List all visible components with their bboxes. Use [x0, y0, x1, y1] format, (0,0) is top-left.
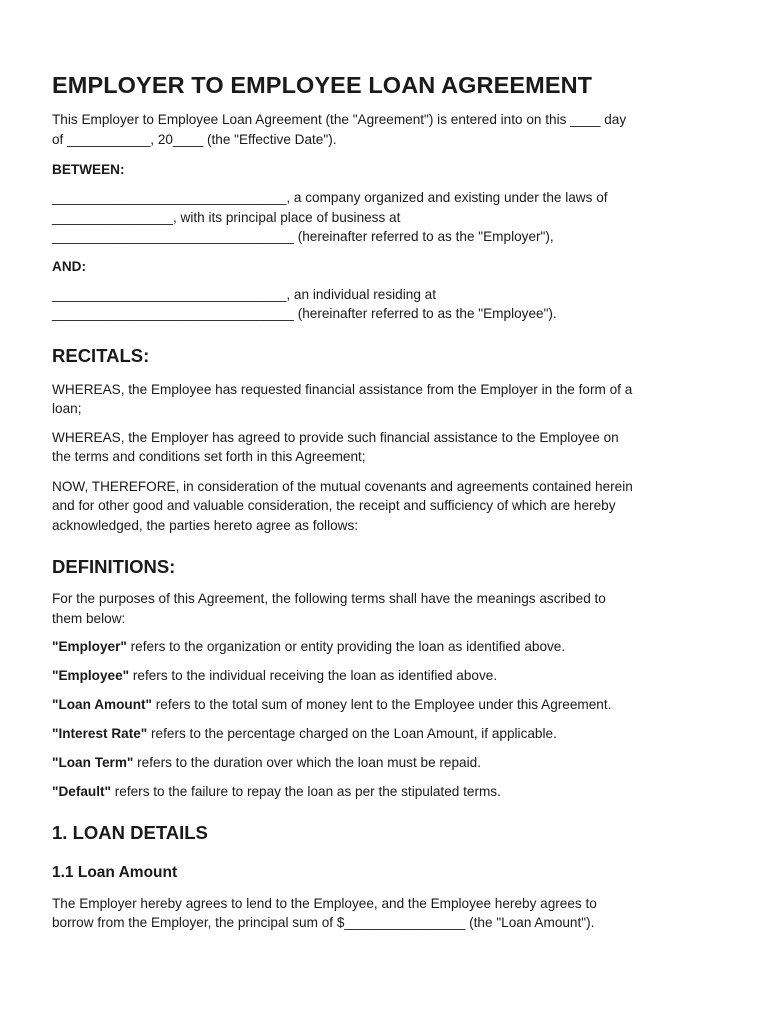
between-label: BETWEEN: [52, 162, 125, 177]
loan-amount-line-2: borrow from the Employer, the principal sum of $________________ (the "Loan Amount"). [52, 915, 595, 930]
employee-party-line-1: _______________________________, an individual residing at [52, 286, 436, 302]
recital-3-line-3: acknowledged, the parties hereto agree as follows: [52, 517, 359, 533]
definition-text: refers to the individual receiving the loan as identified above. [129, 668, 498, 683]
definition-term: "Employer" [52, 639, 127, 654]
definition-text: refers to the total sum of money lent to the Employee under this Agreement. [151, 697, 612, 712]
definitions-intro [52, 589, 722, 628]
definition-item [52, 695, 722, 715]
recital-3-line-2: and for other good and valuable consideration, the receipt and sufficiency of which are hereby [52, 498, 616, 513]
recitals-heading: RECITALS: [52, 344, 150, 366]
intro-line-1: This Employer to Employee Loan Agreement (the "Agreement") is entered into on this ____ day [52, 112, 627, 127]
loan-amount-paragraph [52, 894, 722, 933]
recital-1-line-2: loan; [52, 401, 82, 416]
employer-party-line-1: _______________________________, a company organized and existing under the laws of [52, 190, 608, 205]
recital-1-line-1: WHEREAS, the Employee has requested financial assistance from the Employer in the form of a [52, 381, 633, 397]
definition-term: "Employee" [52, 668, 130, 683]
intro-paragraph [52, 110, 722, 149]
loan-amount-subheading: 1.1 Loan Amount [52, 863, 178, 881]
loan-amount-line-1: The Employer hereby agrees to lend to the Employee, and the Employee hereby agrees to [52, 895, 597, 911]
document-title: EMPLOYER TO EMPLOYEE LOAN AGREEMENT [52, 72, 593, 98]
definitions-intro-line-1: For the purposes of this Agreement, the following terms shall have the meanings ascribed to [52, 591, 606, 606]
definitions-heading: DEFINITIONS: [52, 556, 176, 577]
and-label: AND: [52, 258, 86, 274]
definition-item [52, 753, 722, 773]
definition-text: refers to the failure to repay the loan as per the stipulated terms. [110, 784, 501, 799]
definition-text: refers to the duration over which the loan must be repaid. [133, 755, 481, 770]
definitions-intro-line-2: them below: [52, 610, 126, 626]
definition-item [52, 666, 722, 686]
employee-party-paragraph [52, 285, 722, 324]
definition-term: "Interest Rate" [52, 726, 148, 741]
employer-party-line-2: ________________, with its principal place of business at [52, 209, 401, 225]
recital-3-line-1: NOW, THEREFORE, in consideration of the mutual covenants and agreements contained herein [52, 478, 633, 494]
loan-details-heading: 1. LOAN DETAILS [52, 821, 208, 843]
intro-line-2: of ___________, 20____ (the "Effective Date"). [52, 131, 337, 147]
definition-term: "Loan Amount" [52, 697, 152, 712]
definition-item [52, 782, 722, 802]
definition-term: "Loan Term" [52, 755, 134, 770]
recital-2-line-2: the terms and conditions set forth in this Agreement; [52, 449, 366, 464]
recital-paragraph [52, 380, 722, 419]
definition-text: refers to the organization or entity providing the loan as identified above. [126, 639, 566, 654]
definition-term: "Default" [52, 784, 111, 799]
definition-text: refers to the percentage charged on the Loan Amount, if applicable. [147, 726, 557, 741]
recital-paragraph [52, 428, 722, 467]
recital-2-line-1: WHEREAS, the Employer has agreed to provide such financial assistance to the Employee on [52, 429, 619, 445]
definition-item [52, 724, 722, 744]
employer-party-paragraph [52, 188, 722, 247]
employee-party-line-2: ________________________________ (hereinafter referred to as the "Employee"). [52, 306, 557, 321]
employer-party-line-3: ________________________________ (hereinafter referred to as the "Employer"), [52, 229, 554, 244]
definition-item [52, 637, 722, 657]
recital-paragraph [52, 477, 722, 536]
